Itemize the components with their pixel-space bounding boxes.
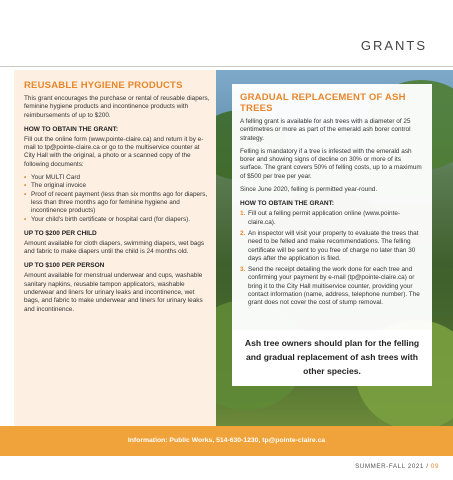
issue-label: SUMMER-FALL 2021 / [355,463,429,470]
grant-steps-list [240,210,424,307]
ash-tree-para-3: Since June 2020, felling is permitted year-round. [240,186,378,194]
reusable-hygiene-intro: This grant encourages the purchase or rental of reusable diapers, feminine hygiene products and incontinence products with reimbursements of up to $200. [24,95,210,119]
up-to-200-text: Amount available for cloth diapers, swimming diapers, wet bags and fabric to make diapers until the child is 24 months old. [24,239,205,256]
up-to-100-heading: UP TO $100 PER PERSON [24,262,105,270]
up-to-200-heading: UP TO $200 PER CHILD [24,229,97,237]
list-item [240,266,424,307]
step-number: 3. [240,266,246,274]
reusable-hygiene-section [14,70,216,426]
left-how-text: Fill out the online form (www.pointe-claire.ca) and return it by e-mail to tp@pointe-claire.ca or go to the multiservice counter at City Hall with the original, a photo or a scanned copy of the following documents: [24,135,204,168]
step-number: 2. [240,229,246,237]
required-documents-list [24,174,210,224]
ash-tree-para-2: Felling is mandatory if a tree is infested with the emerald ash borer and showing signs of decline on 30% or more of its surface. The grant covers 50% of felling costs, up to a maximum of $500 per tree per year. [240,147,422,180]
page-section-title: GRANTS [360,38,427,53]
list-item [240,210,424,227]
page-number: 09 [430,463,439,470]
left-how-heading: HOW TO OBTAIN THE GRANT: [24,125,119,133]
list-item: • Your MULTI Card [24,174,210,182]
step-text: Send the receipt detailing the work done for each tree and confirming your payment by e-mail (tp@pointe-claire.ca) or bring it to the City Hall multiservice counter, providing your contact information (name, address, telephone number). The grant does not cover the cost of stump removal. [248,266,420,307]
ash-tree-title: GRADUAL REPLACEMENT OF ASH TREES [240,92,406,114]
up-to-100-text: Amount available for menstrual underwear and cups, washable sanitary napkins, reusable tampon applicators, washable underwear and liners for urinary leaks and incontinence, wet bags, and fabric to make underwear and liners for urinary leaks and incontinence. [24,272,203,313]
right-how-heading: HOW TO OBTAIN THE GRANT: [240,200,335,208]
list-item: • Proof of recent payment (less than six months ago for diapers, less than three months ago for feminine hygiene and incontinence products) [24,191,210,216]
step-text: Fill out a felling permit application online (www.pointe-claire.ca). [248,210,401,226]
list-item: • The original invoice [24,182,210,190]
list-item [240,230,424,263]
ash-tree-para-1: A felling grant is available for ash trees with a diameter of 25 centimetres or more as part of the emerald ash borer control strategy. [240,118,411,142]
contact-info-bar: Information: Public Works, 514-630-1230, tp@pointe-claire.ca [0,426,453,456]
step-text: An inspector will visit your property to evaluate the trees that need to be felled and make recommendations. The felling certificate will be sent to you free of charge no later than 30 days after the application is filed. [248,229,419,262]
ash-tree-callout: Ash tree owners should plan for the felling and gradual replacement of ash trees with other species. [232,330,432,386]
reusable-hygiene-title: REUSABLE HYGIENE PRODUCTS [24,80,183,91]
step-number: 1. [240,210,246,218]
header-divider [0,66,453,67]
page-footer [355,463,439,470]
list-item: • Your child's birth certificate or hospital card (for diapers). [24,216,210,224]
